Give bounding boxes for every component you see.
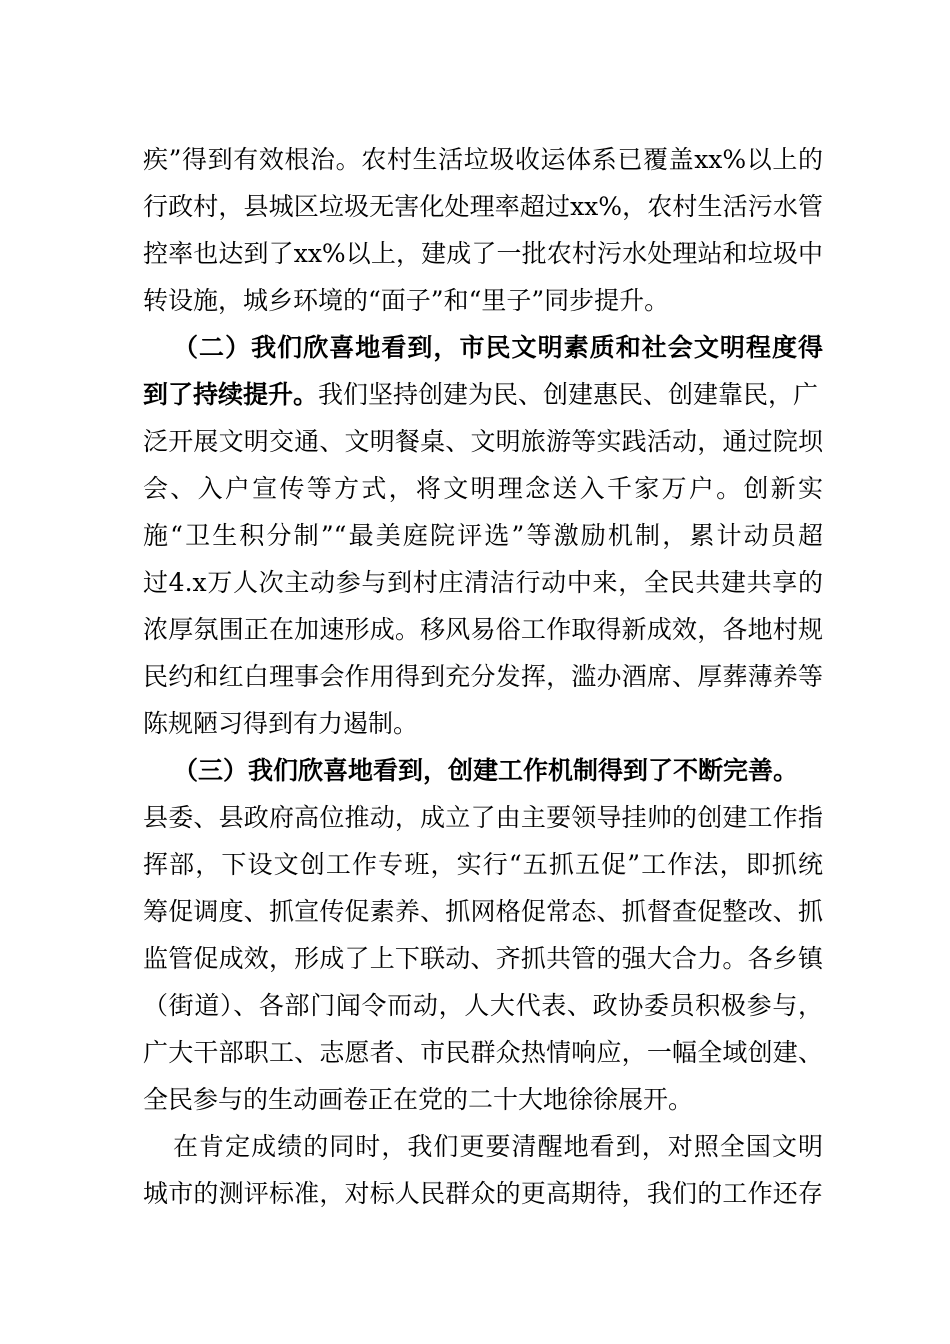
paragraph-line: 会、入户宣传等方式，将文明理念送入千家万户。创新实 bbox=[143, 474, 823, 503]
section-heading-2: （二）我们欣喜地看到，市民文明素质和社会文明程度得 bbox=[173, 333, 823, 362]
paragraph-line: 挥部，下设文创工作专班，实行“五抓五促”工作法，即抓统 bbox=[143, 850, 823, 879]
paragraph-line: 县委、县政府高位推动，成立了由主要领导挂帅的创建工作指 bbox=[143, 803, 823, 832]
paragraph-line: 转设施，城乡环境的“面子”和“里子”同步提升。 bbox=[143, 286, 670, 315]
paragraph-line: （街道）、各部门闻令而动，人大代表、政协委员积极参与， bbox=[143, 991, 823, 1020]
paragraph-line: 行政村，县城区垃圾无害化处理率超过xx%，农村生活污水管 bbox=[143, 192, 823, 221]
paragraph-line: 施“卫生积分制”“最美庭院评选”等激励机制，累计动员超 bbox=[143, 521, 823, 550]
paragraph-line: 筹促调度、抓宣传促素养、抓网格促常态、抓督查促整改、抓 bbox=[143, 897, 823, 926]
paragraph-line: 监管促成效，形成了上下联动、齐抓共管的强大合力。各乡镇 bbox=[143, 944, 823, 973]
paragraph-line: 疾”得到有效根治。农村生活垃圾收运体系已覆盖xx%以上的 bbox=[143, 145, 823, 174]
paragraph-line: 全民参与的生动画卷正在党的二十大地徐徐展开。 bbox=[143, 1085, 694, 1114]
paragraph-line-mixed bbox=[143, 372, 823, 418]
paragraph-line: 浓厚氛围正在加速形成。移风易俗工作取得新成效，各地村规 bbox=[143, 615, 823, 644]
paragraph-line: 过4.x万人次主动参与到村庄清洁行动中来，全民共建共享的 bbox=[143, 568, 823, 597]
section-heading-3: （三）我们欣喜地看到，创建工作机制得到了不断完善。 bbox=[173, 756, 799, 785]
paragraph-line: 在肯定成绩的同时，我们更要清醒地看到，对照全国文明 bbox=[173, 1132, 823, 1161]
paragraph-line: 城市的测评标准，对标人民群众的更高期待，我们的工作还存 bbox=[143, 1179, 823, 1208]
paragraph-line: 陈规陋习得到有力遏制。 bbox=[143, 709, 419, 738]
paragraph-text: 我们坚持创建为民、创建惠民、创建靠民，广 bbox=[318, 380, 819, 409]
paragraph-line: 泛开展文明交通、文明餐桌、文明旅游等实践活动，通过院坝 bbox=[143, 427, 823, 456]
section-heading-2-end: 到了持续提升。 bbox=[143, 380, 319, 409]
paragraph-line: 广大干部职工、志愿者、市民群众热情响应，一幅全域创建、 bbox=[143, 1038, 823, 1067]
paragraph-line: 民约和红白理事会作用得到充分发挥，滥办酒席、厚葬薄养等 bbox=[143, 662, 823, 691]
paragraph-line: 控率也达到了xx%以上，建成了一批农村污水处理站和垃圾中 bbox=[143, 239, 823, 268]
